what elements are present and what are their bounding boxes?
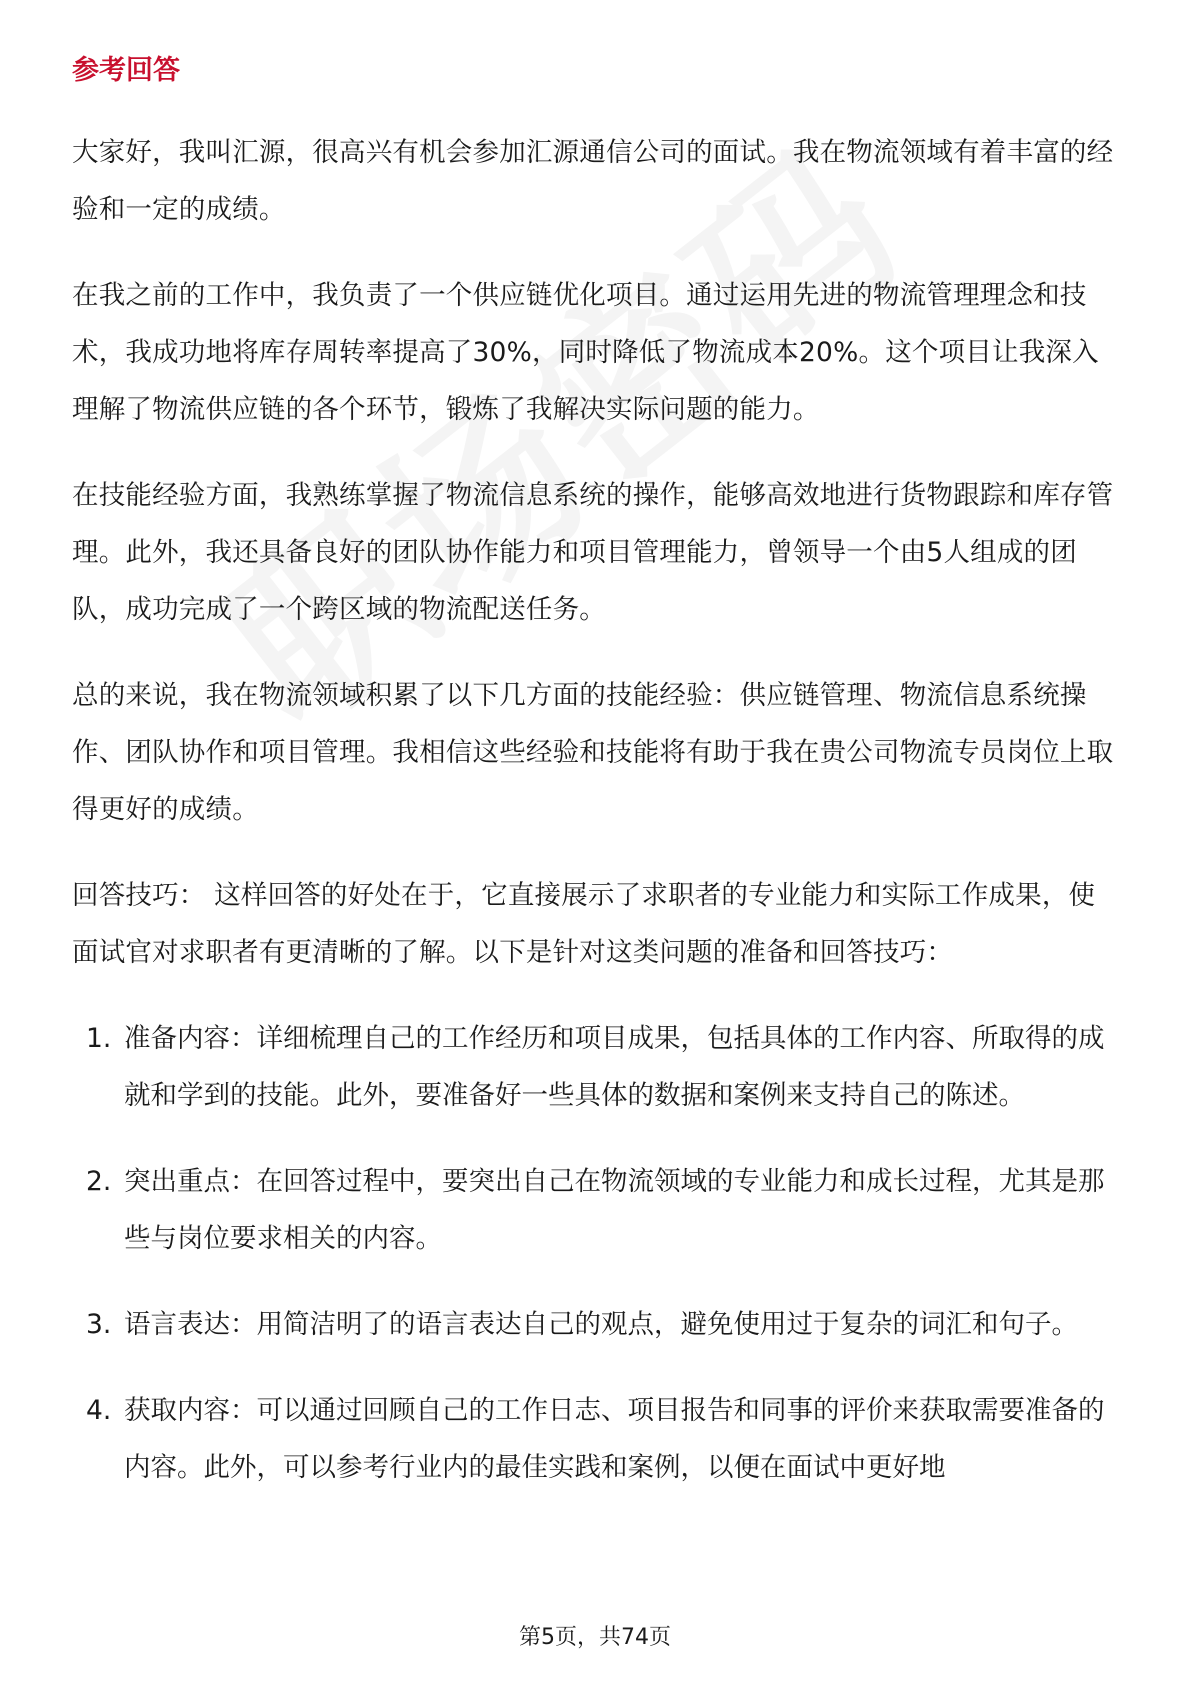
list-number: 2. (86, 1166, 112, 1197)
list-item (72, 1153, 1118, 1267)
list-number: 3. (86, 1309, 112, 1340)
paragraph-skills: 在技能经验方面，我熟练掌握了物流信息系统的操作，能够高效地进行货物跟踪和库存管理。此外，我还具备良好的团队协作能力和项目管理能力，曾领导一个由5人组成的团队，成功完成了一个跨区域的物流配送任务。 (72, 480, 1114, 625)
list-text: 语言表达：用简洁明了的语言表达自己的观点，避免使用过于复杂的词汇和句子。 (124, 1309, 1078, 1340)
list-text: 准备内容：详细梳理自己的工作经历和项目成果，包括具体的工作内容、所取得的成就和学到的技能。此外，要准备好一些具体的数据和案例来支持自己的陈述。 (124, 1023, 1105, 1111)
list-item (72, 1296, 1118, 1353)
paragraph-summary: 总的来说，我在物流领域积累了以下几方面的技能经验：供应链管理、物流信息系统操作、团队协作和项目管理。我相信这些经验和技能将有助于我在贵公司物流专员岗位上取得更好的成绩。 (72, 680, 1114, 825)
page-footer: 第5页，共74页 (519, 1625, 671, 1650)
paragraph-project: 在我之前的工作中，我负责了一个供应链优化项目。通过运用先进的物流管理理念和技术，我成功地将库存周转率提高了30%，同时降低了物流成本20%。这个项目让我深入理解了物流供应链的各个环节，锻炼了我解决实际问题的能力。 (72, 280, 1099, 425)
paragraph-intro: 大家好，我叫汇源，很高兴有机会参加汇源通信公司的面试。我在物流领域有着丰富的经验和一定的成绩。 (72, 137, 1114, 225)
list-item (72, 1010, 1118, 1124)
paragraph-tips-intro: 回答技巧： 这样回答的好处在于，它直接展示了求职者的专业能力和实际工作成果，使面试官对求职者有更清晰的了解。以下是针对这类问题的准备和回答技巧： (72, 880, 1096, 968)
list-item (72, 1382, 1118, 1496)
section-title: 参考回答 (72, 55, 180, 86)
list-text: 获取内容：可以通过回顾自己的工作日志、项目报告和同事的评价来获取需要准备的内容。此外，可以参考行业内的最佳实践和案例，以便在面试中更好地 (124, 1395, 1105, 1483)
list-number: 1. (86, 1023, 112, 1054)
list-number: 4. (86, 1395, 112, 1426)
tips-list (72, 1010, 1118, 1496)
list-text: 突出重点：在回答过程中，要突出自己在物流领域的专业能力和成长过程，尤其是那些与岗位要求相关的内容。 (124, 1166, 1105, 1254)
page-content (72, 48, 1118, 1525)
